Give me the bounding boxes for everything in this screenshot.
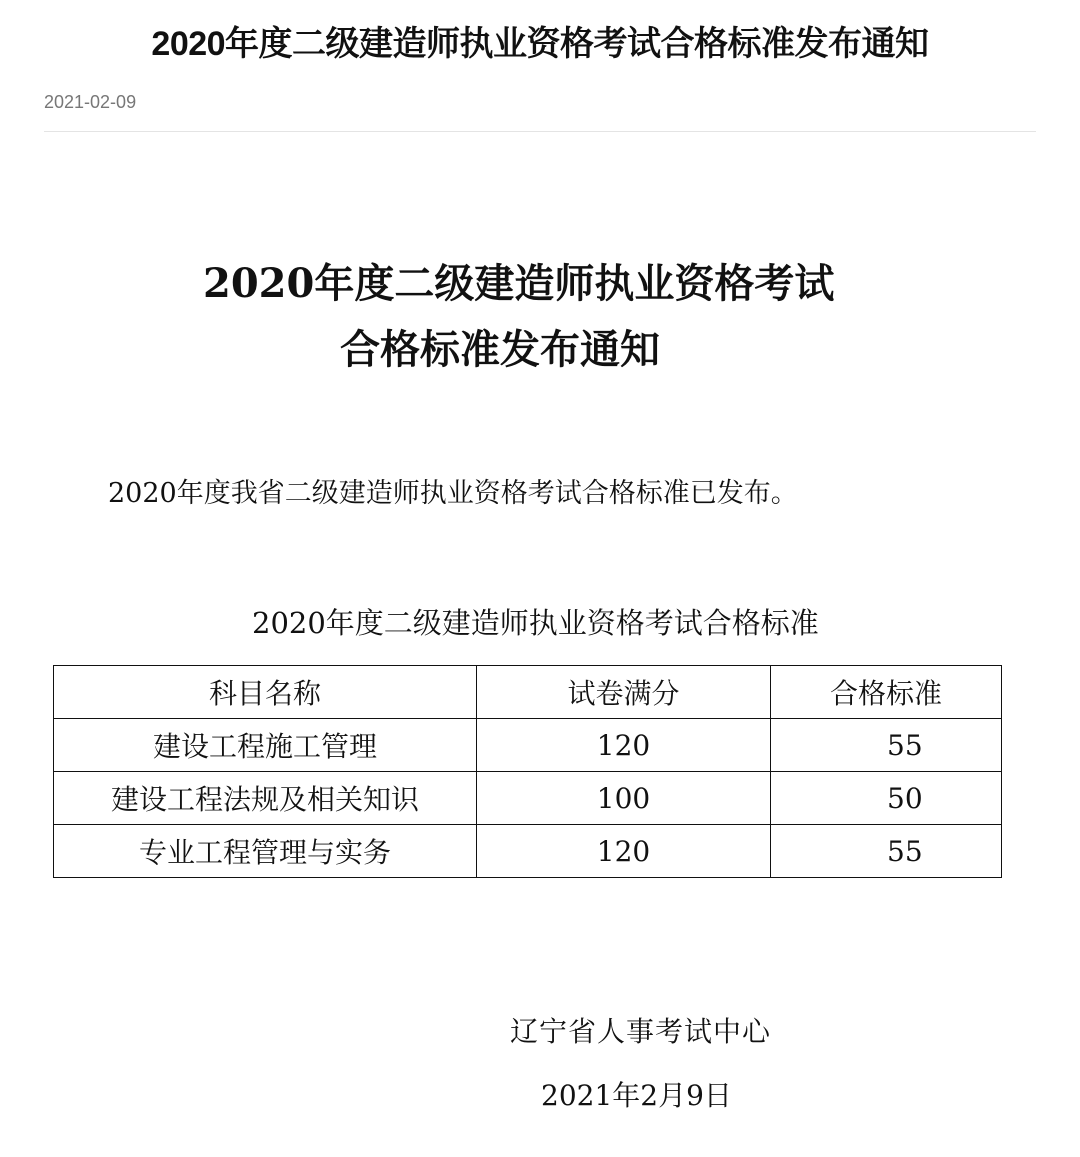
table-row bbox=[54, 825, 1002, 878]
issue-date: 2021年2月9日 bbox=[541, 1079, 732, 1112]
issuer-name: 辽宁省人事考试中心 bbox=[510, 1015, 772, 1048]
document-heading-line-2: 合格标准发布通知 bbox=[340, 326, 660, 373]
announcement-paragraph: 2020年度我省二级建造师执业资格考试合格标准已发布。 bbox=[108, 478, 798, 509]
header-divider bbox=[44, 131, 1036, 132]
table-row bbox=[54, 719, 1002, 772]
document-heading-line-1: 2020年度二级建造师执业资格考试 bbox=[203, 260, 835, 307]
full-score-cell: 120 bbox=[477, 719, 771, 772]
passing-standards-table bbox=[53, 665, 1002, 878]
passing-score-cell: 55 bbox=[771, 719, 1002, 772]
subject-name-cell: 专业工程管理与实务 bbox=[54, 825, 477, 878]
table-row bbox=[54, 772, 1002, 825]
table-caption: 2020年度二级建造师执业资格考试合格标准 bbox=[252, 606, 819, 640]
header-passing-score: 合格标准 bbox=[771, 666, 1002, 719]
full-score-cell: 120 bbox=[477, 825, 771, 878]
passing-score-cell: 50 bbox=[771, 772, 1002, 825]
passing-score-cell: 55 bbox=[771, 825, 1002, 878]
publish-date: 2021-02-09 bbox=[44, 92, 137, 112]
subject-name-cell: 建设工程施工管理 bbox=[54, 719, 477, 772]
table-header-row bbox=[54, 666, 1002, 719]
full-score-cell: 100 bbox=[477, 772, 771, 825]
subject-name-cell: 建设工程法规及相关知识 bbox=[54, 772, 477, 825]
header-full-score: 试卷满分 bbox=[477, 666, 771, 719]
page-title: 2020年度二级建造师执业资格考试合格标准发布通知 bbox=[151, 25, 929, 63]
header-subject-name: 科目名称 bbox=[54, 666, 477, 719]
